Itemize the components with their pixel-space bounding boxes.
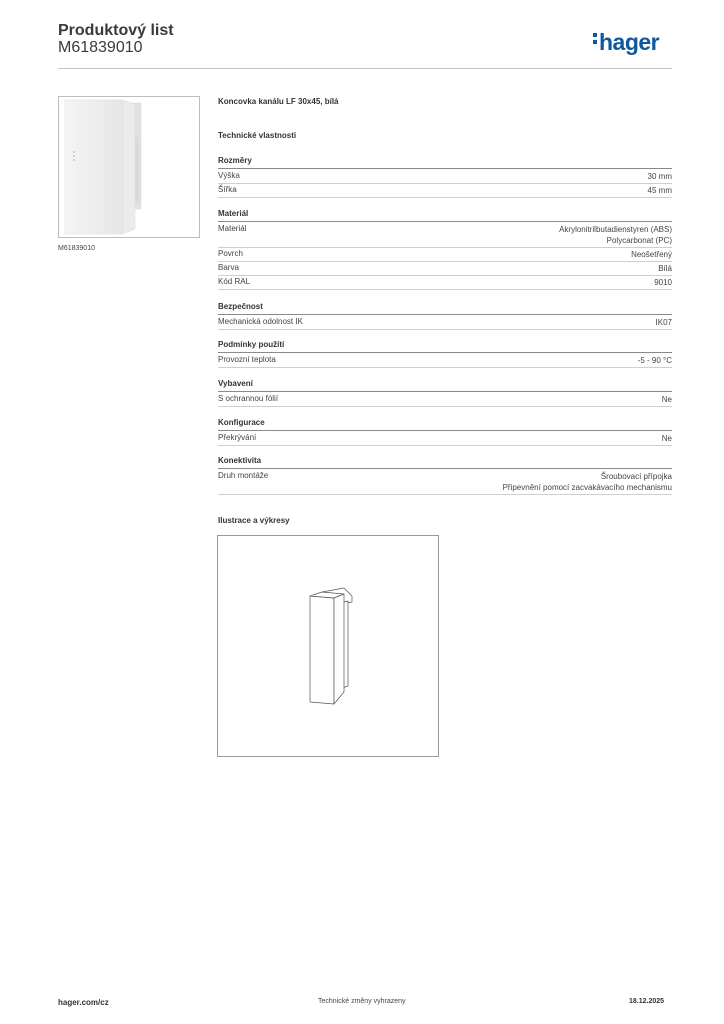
spec-label: Barva	[218, 263, 239, 272]
spec-row	[218, 276, 672, 290]
header-divider	[58, 68, 672, 69]
spec-value-line: Připevnění pomocí zacvakávacího mechanismu	[502, 483, 672, 492]
spec-value	[559, 224, 672, 246]
spec-value: 30 mm	[647, 172, 672, 181]
spec-value: -5 - 90 °C	[637, 356, 672, 365]
spec-row	[218, 223, 672, 248]
spec-value: Ne	[661, 395, 672, 404]
spec-label: Kód RAL	[218, 277, 251, 286]
spec-row	[218, 316, 672, 330]
spec-label: Druh montáže	[218, 471, 269, 480]
spec-value: 9010	[654, 278, 672, 287]
product-name: Koncovka kanálu LF 30x45, bílá	[218, 97, 339, 106]
spec-row	[218, 262, 672, 276]
photo-caption: M61839010	[58, 245, 95, 252]
spec-label: Povrch	[218, 249, 243, 258]
spec-row	[218, 354, 672, 368]
section-title-bezpecnost: Bezpečnost	[218, 302, 672, 315]
logo-text: hager	[599, 29, 660, 55]
illustration-drawing	[217, 535, 439, 757]
spec-label: S ochrannou fólií	[218, 394, 279, 403]
logo-colon-icon	[593, 33, 597, 47]
footer-website[interactable]: hager.com/cz	[58, 998, 109, 1007]
footer-date: 18.12.2025	[629, 998, 665, 1005]
spec-row	[218, 184, 672, 198]
spec-value: Ne	[661, 434, 672, 443]
spec-value: Bílá	[658, 264, 672, 273]
hager-logo	[593, 29, 659, 56]
spec-row	[218, 248, 672, 262]
spec-row	[218, 170, 672, 184]
page-title: Produktový list	[58, 22, 174, 39]
end-cap-drawing-icon	[218, 536, 438, 756]
section-title-podminky: Podmínky použití	[218, 340, 672, 353]
spec-value-line: Polycarbonat (PC)	[606, 236, 672, 245]
tech-heading: Technické vlastnosti	[218, 131, 297, 140]
spec-label: Šířka	[218, 185, 237, 194]
spec-row	[218, 393, 672, 407]
section-title-konfigurace: Konfigurace	[218, 418, 672, 431]
section-title-vybaveni: Vybavení	[218, 379, 672, 392]
illustrations-title: Ilustrace a výkresy	[218, 516, 290, 525]
spec-value: Neošetřený	[631, 250, 672, 259]
spec-value-line: Šroubovací přípojka	[600, 472, 672, 481]
product-photo	[58, 96, 200, 238]
section-title-material: Materiál	[218, 209, 672, 222]
end-cap-photo-icon	[59, 97, 199, 237]
spec-row	[218, 470, 672, 495]
spec-label: Materiál	[218, 224, 247, 233]
spec-value: IK07	[655, 318, 672, 327]
spec-label: Výška	[218, 171, 240, 180]
product-code: M61839010	[58, 39, 143, 56]
footer-notice: Technické změny vyhrazeny	[318, 998, 406, 1005]
spec-label: Mechanická odolnost IK	[218, 317, 303, 326]
spec-label: Překrývání	[218, 433, 257, 442]
spec-value: 45 mm	[647, 186, 672, 195]
spec-value	[503, 471, 672, 493]
section-title-konektivita: Konektivita	[218, 456, 672, 469]
spec-label: Provozní teplota	[218, 355, 276, 364]
spec-value-line: Akrylonitrilbutadienstyren (ABS)	[559, 225, 672, 234]
spec-row	[218, 432, 672, 446]
section-title-rozmery: Rozměry	[218, 156, 672, 169]
